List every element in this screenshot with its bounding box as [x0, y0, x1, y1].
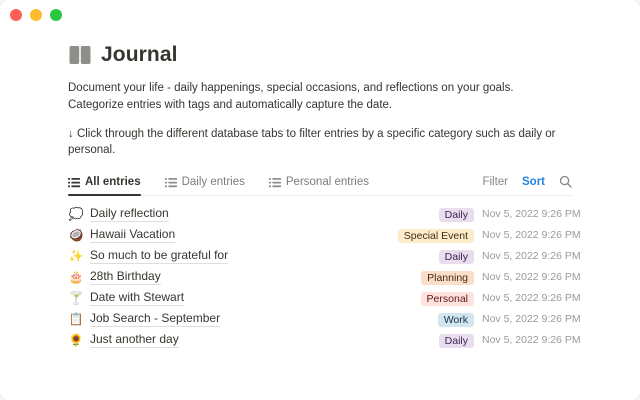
- entry-title[interactable]: Hawaii Vacation: [90, 226, 176, 241]
- table-row[interactable]: [68, 287, 581, 308]
- entry-emoji-icon: 🎂: [68, 269, 84, 284]
- table-row[interactable]: [68, 308, 581, 329]
- entry-emoji-icon: ✨: [68, 248, 84, 263]
- entry-tag-cell: [439, 247, 474, 265]
- description-line-1: Document your life - daily happenings, special occasions, and reflections on your goals.: [68, 82, 514, 94]
- tag-badge: Daily: [439, 208, 474, 222]
- entry-tag-cell: [421, 289, 474, 307]
- minimize-button[interactable]: [30, 9, 42, 21]
- entry-tag-cell: [398, 226, 474, 244]
- page-header: [68, 42, 572, 68]
- entry-date: Nov 5, 2022 9:26 PM: [482, 312, 581, 325]
- entries-list: [68, 203, 581, 350]
- tab-all-entries[interactable]: [68, 173, 141, 195]
- list-view-icon: [165, 177, 177, 188]
- entry-emoji-icon: 🌻: [68, 332, 84, 347]
- table-row[interactable]: [68, 203, 581, 224]
- window-controls: [10, 9, 62, 21]
- tag-badge: Planning: [421, 271, 474, 285]
- page-description: [68, 80, 572, 113]
- entry-title[interactable]: Job Search - September: [90, 310, 221, 325]
- database-tabs: [68, 173, 482, 195]
- tag-badge: Work: [438, 313, 474, 327]
- tag-badge: Personal: [421, 292, 474, 306]
- list-view-icon: [68, 177, 80, 188]
- entry-date: Nov 5, 2022 9:26 PM: [482, 291, 581, 304]
- description-line-2: Categorize entries with tags and automatically capture the date.: [68, 98, 393, 111]
- entry-title[interactable]: 28th Birthday: [90, 268, 161, 283]
- list-view-icon: [269, 177, 281, 188]
- tip-text: ↓ Click through the different database tabs to filter entries by a specific category such as daily or personal.: [68, 128, 556, 156]
- zoom-button[interactable]: [50, 9, 62, 21]
- close-button[interactable]: [10, 9, 22, 21]
- entry-emoji-icon: 📋: [68, 311, 84, 326]
- entry-tag-cell: [438, 310, 474, 328]
- entry-title[interactable]: So much to be grateful for: [90, 247, 229, 262]
- tag-badge: Daily: [439, 334, 474, 348]
- search-icon[interactable]: [559, 175, 572, 188]
- entry-date: Nov 5, 2022 9:26 PM: [482, 228, 581, 241]
- entry-date: Nov 5, 2022 9:26 PM: [482, 270, 581, 283]
- entry-title[interactable]: Date with Stewart: [90, 289, 185, 304]
- page-title: Journal: [101, 43, 178, 66]
- entry-title[interactable]: Daily reflection: [90, 205, 169, 220]
- table-row[interactable]: [68, 266, 581, 287]
- tab-label: Daily entries: [181, 176, 245, 188]
- tag-badge: Daily: [439, 250, 474, 264]
- tab-label: All entries: [85, 176, 141, 188]
- entry-tag-cell: [421, 268, 474, 286]
- tab-daily-entries[interactable]: [165, 173, 245, 195]
- entry-emoji-icon: 🍸: [68, 290, 84, 305]
- tab-label: Personal entries: [285, 176, 369, 188]
- entry-date: Nov 5, 2022 9:26 PM: [482, 333, 581, 346]
- sort-button[interactable]: Sort: [522, 175, 545, 188]
- table-row[interactable]: [68, 329, 581, 350]
- table-row[interactable]: [68, 245, 581, 266]
- entry-emoji-icon: 🥥: [68, 227, 84, 242]
- tag-badge: Special Event: [398, 229, 474, 243]
- filter-button[interactable]: Filter: [482, 175, 508, 188]
- table-row[interactable]: [68, 224, 581, 245]
- entry-date: Nov 5, 2022 9:26 PM: [482, 249, 581, 262]
- tab-personal-entries[interactable]: [269, 173, 369, 195]
- page-content: [68, 40, 581, 350]
- entry-tag-cell: [439, 205, 474, 223]
- entry-title[interactable]: Just another day: [90, 331, 179, 346]
- toolbar-actions: [482, 175, 572, 195]
- entry-tag-cell: [439, 331, 474, 349]
- database-toolbar: [68, 173, 572, 196]
- entry-date: Nov 5, 2022 9:26 PM: [482, 207, 581, 220]
- entry-emoji-icon: 💭: [68, 206, 84, 221]
- open-book-icon: [68, 45, 92, 65]
